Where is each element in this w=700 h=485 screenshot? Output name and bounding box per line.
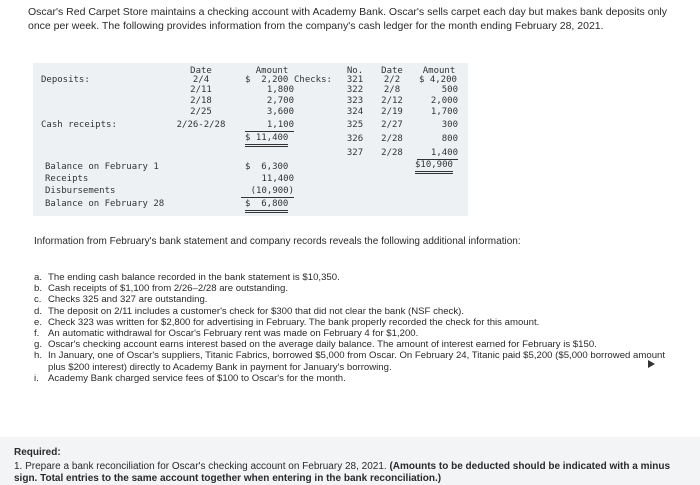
- check-amount: $ 4,200: [419, 75, 457, 85]
- summary-amount: $ 6,800: [245, 199, 288, 213]
- required-label: Required:: [14, 447, 61, 458]
- deposit-amount: 1,100: [245, 120, 294, 132]
- summary-label: Balance on February 28: [45, 199, 165, 209]
- item-letter: a.: [34, 272, 43, 283]
- item-text: The deposit on 2/11 includes a customer's check for $300 that did not clear the bank (NSF check).: [48, 305, 465, 317]
- deposit-amount: 2,700: [266, 96, 294, 106]
- summary-amount: (10,900): [241, 186, 294, 198]
- deposit-date: 2/4: [192, 75, 210, 85]
- check-amount: 300: [441, 120, 458, 130]
- check-amount-header: Amount: [422, 66, 456, 76]
- intro-paragraph: Oscar's Red Carpet Store maintains a checking account with Academy Bank. Oscar's sells carpet each day but makes bank deposits only once per week. The following provides information from the company's cash ledger for the month ending February 28, 2021.: [28, 6, 667, 32]
- item-letter: b.: [34, 283, 43, 295]
- check-no-header: No.: [346, 66, 364, 76]
- item-letter: f.: [34, 328, 40, 340]
- check-no: 322: [346, 85, 364, 95]
- summary-amount: $ 6,300: [245, 162, 289, 172]
- check-no: 325: [346, 120, 364, 130]
- item-letter: h.: [34, 350, 43, 362]
- summary-label: Balance on February 1: [45, 162, 159, 172]
- check-date: 2/19: [381, 107, 403, 117]
- check-no: 326: [346, 134, 364, 144]
- item-text: Oscar's checking account earns interest based on the average daily balance. The amount of interest earned for February is $150.: [48, 339, 597, 351]
- info-heading: Information from February's bank statement and company records reveals the following additional information:: [34, 236, 521, 247]
- check-date: 2/12: [381, 96, 403, 106]
- list-item: [34, 294, 674, 305]
- check-amount: 2,000: [430, 96, 458, 106]
- check-no: 321: [346, 75, 364, 85]
- summary-amount: 11,400: [261, 174, 294, 184]
- item-letter: d.: [34, 305, 43, 317]
- check-date-header: Date: [381, 66, 403, 76]
- required-text: [14, 461, 679, 484]
- item-text: An automatic withdrawal for Oscar's February rent was made on February 4 for $1,200.: [48, 328, 419, 340]
- deposit-amount: 1,800: [266, 85, 294, 95]
- check-date: 2/27: [381, 120, 403, 130]
- check-date: 2/2: [383, 75, 401, 85]
- deposits-label: Deposits:: [41, 75, 90, 85]
- check-amount: 1,700: [430, 107, 458, 117]
- deposit-amount: 3,600: [266, 107, 294, 117]
- required-instruction: 1. Prepare a bank reconciliation for Oscar's checking account on February 28, 2021.: [14, 461, 387, 472]
- deposit-date: 2/26-2/28: [176, 120, 226, 130]
- list-item: [34, 373, 674, 384]
- check-no: 324: [346, 107, 364, 117]
- deposit-amount-header: Amount: [255, 66, 289, 76]
- cash-receipts-label: Cash receipts:: [41, 120, 117, 130]
- check-date: 2/8: [383, 85, 401, 95]
- item-text: Academy Bank charged service fees of $100 to Oscar's for the month.: [48, 372, 346, 384]
- required-note: (Amounts to be deducted should be indicated with a minus sign. Total entries to the same account together when entering in the bank reconciliation.): [14, 461, 671, 484]
- item-text: In January, one of Oscar's suppliers, Titanic Fabrics, borrowed $5,000 from Oscar. On February 24, Titanic paid $5,200 ($5,000 borrowed amount plus $200 interest) directly to Academy Bank in payment for January's borrowing.: [48, 350, 666, 373]
- checks-total: $10,900: [415, 160, 453, 174]
- checks-label: Checks:: [294, 75, 332, 85]
- list-item: [34, 317, 674, 328]
- summary-label: Receipts: [45, 174, 89, 184]
- deposit-date: 2/18: [190, 96, 212, 106]
- item-text: Check 323 was written for $2,800 for advertising in February. The bank properly recorded the check for this amount.: [48, 316, 540, 328]
- list-item: [34, 272, 674, 283]
- check-date: 2/28: [381, 134, 403, 144]
- deposit-amount: $ 2,200: [245, 75, 289, 85]
- item-text: Cash receipts of $1,100 from 2/26–2/28 are outstanding.: [48, 283, 288, 295]
- list-item: [34, 350, 674, 372]
- item-text: Checks 325 and 327 are outstanding.: [48, 294, 208, 306]
- deposit-date: 2/11: [190, 85, 212, 95]
- check-no: 323: [346, 96, 364, 106]
- check-no: 327: [346, 148, 364, 158]
- check-amount: 1,400: [417, 148, 458, 160]
- deposits-total: $ 11,400: [245, 133, 288, 147]
- required-section: [0, 437, 700, 485]
- item-letter: i.: [34, 372, 39, 384]
- deposit-date-header: Date: [190, 66, 212, 76]
- check-amount: 800: [441, 134, 458, 144]
- list-item: [34, 283, 674, 294]
- list-item: [34, 306, 674, 317]
- item-letter: g.: [34, 339, 43, 351]
- cash-ledger: [33, 63, 468, 216]
- item-letter: c.: [34, 294, 42, 306]
- item-text: The ending cash balance recorded in the bank statement is $10,350.: [48, 272, 340, 283]
- cursor-arrow-icon: [648, 360, 655, 368]
- summary-label: Disbursements: [45, 186, 116, 196]
- check-date: 2/28: [381, 148, 403, 158]
- item-letter: e.: [34, 316, 43, 328]
- check-amount: 500: [441, 85, 458, 95]
- deposit-date: 2/25: [190, 107, 212, 117]
- list-item: [34, 328, 674, 339]
- list-item: [34, 339, 674, 350]
- additional-info-list: [34, 272, 674, 384]
